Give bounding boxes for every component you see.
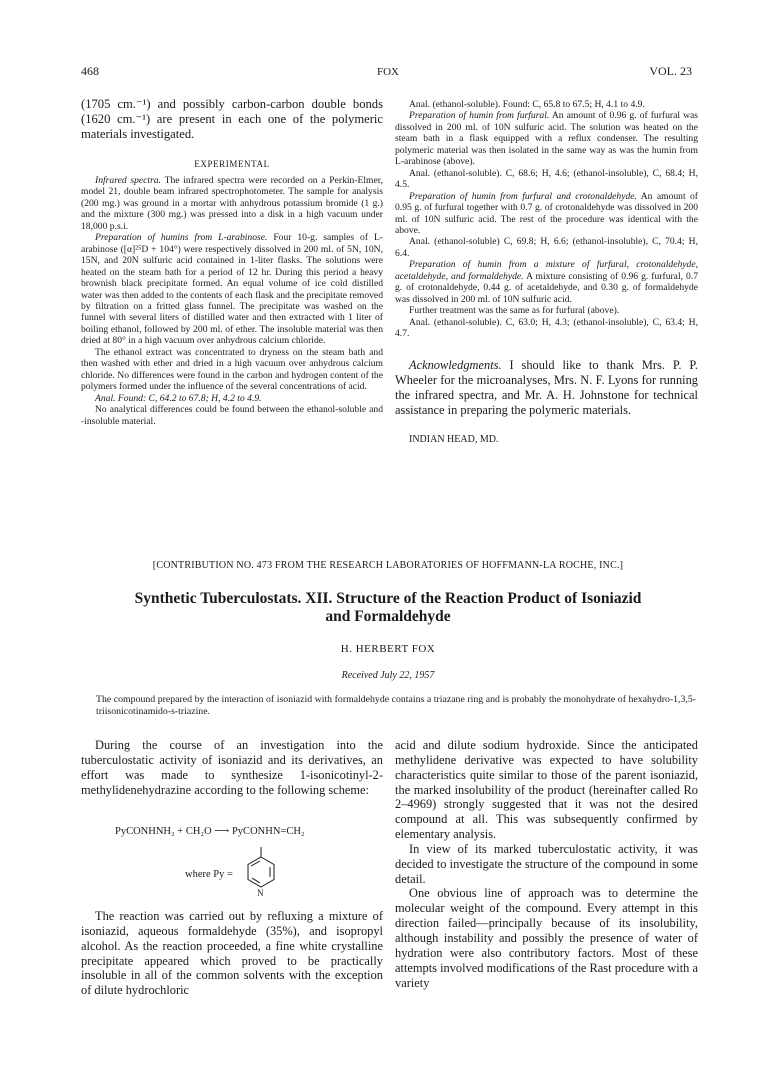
mixture-label: Preparation of humin from a mixture of furfural, crotonaldehyde, acetaldehyde, and formaldehyde.	[395, 259, 698, 282]
body-left-paragraph-1: During the course of an investigation into the tuberculostatic activity of isoniazid and its derivatives, an effort was made to synthesize 1-isonicotinyl-2-methylidenehydrazine according to the following scheme:	[81, 738, 383, 797]
body-right-paragraph-1: acid and dilute sodium hydroxide. Since the anticipated methylidene derivative was expected to have solubility characteristics quite similar to those of the parent isoniazid, the marked insolubility of the product (hereinafter called Ro 2–4969) strongly suggested that it was not the desired compound at all. This was subsequently confirmed by elementary analysis.	[395, 738, 698, 842]
top-left-column	[81, 97, 383, 427]
ethanol-paragraph: The ethanol extract was concentrated to dryness on the steam bath and then washed with ether and dried in a high vacuum over anhydrous calcium chloride. No differences were found in the carbon and hydrogen content of the polymers formed under the influence of the several concentrations of acid.	[81, 346, 383, 393]
ring-nitrogen: N	[257, 888, 264, 898]
acknowledgments-label: Acknowledgments.	[409, 357, 502, 372]
acknowledgments-text: I should like to thank Mrs. P. P. Wheeler for the microanalyses, Mrs. N. F. Lyons for running the infrared spectra, and Mr. A. H. Johnstone for technical assistance in preparing the polymeric materials.	[395, 357, 698, 417]
contribution-line: [CONTRIBUTION NO. 473 FROM THE RESEARCH LABORATORIES OF HOFFMANN-LA ROCHE, INC.]	[152, 560, 624, 571]
body-right-paragraph-2: In view of its marked tuberculostatic activity, it was decided to investigate the structure of the compound in some detail.	[395, 841, 698, 886]
received-date: Received July 22, 1957	[341, 670, 435, 681]
body-left-paragraph-2: The reaction was carried out by refluxing a mixture of isoniazid, aqueous formaldehyde (35%), and isopropyl alcohol. As the reaction proceeded, a fine white crystalline precipitate appeared which proved to be practically insoluble in all of the common solvents with the exception of dilute hydrochloric	[81, 909, 383, 998]
where-py-label: where Py =	[185, 869, 233, 880]
location: INDIAN HEAD, MD.	[409, 433, 499, 445]
body-left-column	[81, 738, 383, 998]
body-right-column	[395, 738, 698, 990]
experimental-heading: EXPERIMENTAL	[194, 159, 270, 169]
title-line-2: and Formaldehyde	[325, 608, 451, 625]
analysis-soluble: Anal. (ethanol-soluble). Found: C, 65.8 to 67.5; H, 4.1 to 4.9.	[409, 99, 645, 110]
analysis-1: Anal. Found: C, 64.2 to 67.8; H, 4.2 to 4.9.	[95, 392, 262, 404]
title-line-1: Synthetic Tuberculostats. XII. Structure of the Reaction Product of Isoniazid	[134, 590, 642, 607]
acknowledgments-paragraph	[395, 358, 698, 418]
author: H. HERBERT FOX	[340, 643, 436, 655]
crotonaldehyde-text: An amount of 0.95 g. of furfural together with 0.7 g. of crotonaldehyde was dissolved in 200 ml. of 10N sulfuric acid. The rest of the procedure was identical with the above.	[395, 190, 698, 236]
running-title: FOX	[376, 66, 399, 78]
arabinose-paragraph	[81, 232, 383, 347]
top-right-column	[395, 99, 698, 445]
analysis-mixture: Anal. (ethanol-soluble). C, 63.0; H, 4.3; (ethanol-insoluble), C, 63.4; H, 4.7.	[395, 316, 698, 340]
arabinose-label: Preparation of humins from L-arabinose.	[95, 232, 268, 244]
volume-label: VOL. 23	[649, 64, 692, 78]
abstract: The compound prepared by the interaction of isoniazid with formaldehyde contains a triazane ring and is probably the monohydrate of hexahydro-1,3,5-triisonicotinamido-s-triazine.	[96, 694, 696, 717]
crotonaldehyde-paragraph	[395, 191, 698, 237]
ir-paragraph	[81, 175, 383, 232]
crotonaldehyde-label: Preparation of humin from furfural and crotonaldehyde.	[409, 190, 637, 202]
further-treatment: Further treatment was the same as for furfural (above).	[409, 305, 620, 317]
ir-text: The infrared spectra were recorded on a Perkin-Elmer, model 21, double beam infrared spectrophotometer. The sample for analysis (200 mg.) was ground in a mortar with anhydrous potassium bromide (1 g.) and the mixture (300 mg.) was pressed into a disk in a high vacuum under 18,000 p.s.i.	[81, 175, 383, 232]
intro-paragraph: (1705 cm.⁻¹) and possibly carbon-carbon double bonds (1620 cm.⁻¹) are present in each one of the polymeric materials investigated.	[81, 97, 383, 141]
mixture-text: A mixture consisting of 0.96 g. furfural, 0.7 g. of crotonaldehyde, 0.44 g. of acetaldehyde, and 0.30 g. of formaldehyde was dissolved in 200 ml. of 10N sulfuric acid.	[395, 270, 699, 305]
reaction-equation: PyCONHNH₂ + CH₂O ⟶ PyCONHN=CH₂	[115, 826, 305, 837]
arabinose-text: Four 10-g. samples of L-arabinose ([α]²⁵D + 104°) were respectively dissolved in 200 ml. of 5N, 10N, 15N, and 20N sulfuric acid contained in 1-liter flasks. The solutions were heated on the steam bath for a period of 12 hr. During this period a heavy brownish black precipitate formed. An equal volume of ice cold distilled water was then added to the contents of each flask and the precipitate removed by filtration on a fritted glass funnel. The precipitate was washed on the funnel with several liters of distilled water and then extracted with 1 liter of boiling ethanol, followed by 200 ml. of ether. The insoluble material was then dried at 80° in a high vacuum over anhydrous calcium chloride.	[81, 232, 384, 347]
page-number: 468	[81, 64, 99, 78]
mixture-paragraph	[395, 259, 698, 305]
furfural-text: An amount of 0.96 g. of furfural was dissolved in 200 ml. of 10N sulfuric acid. The solution was heated on the steam bath in a flask equipped with a reflux condenser. The resulting polymeric material was then isolated in the same way as was the humin from L-arabinose (above).	[395, 110, 698, 168]
body-right-paragraph-3: One obvious line of approach was to determine the molecular weight of the compound. Every attempt in this direction failed—principally because of its insolubility, although instability and possibly the presence of water of hydration were also contributory factors. Most of these attempts involved modifications of the Rast procedure with a variety	[395, 886, 698, 990]
furfural-label: Preparation of humin from furfural.	[409, 110, 550, 122]
ir-label: Infrared spectra.	[95, 175, 162, 186]
article-title	[81, 590, 695, 626]
analysis-crotonaldehyde: Anal. (ethanol-soluble) C, 69.8; H, 6.6; (ethanol-insoluble), C, 70.4; H, 6.4.	[395, 236, 698, 259]
analysis-furfural: Anal. (ethanol-soluble). C, 68.6; H, 4.6; (ethanol-insoluble), C, 68.4; H, 4.5.	[395, 167, 698, 191]
furfural-paragraph	[395, 110, 698, 167]
no-difference-paragraph: No analytical differences could be found between the ethanol-soluble and -insoluble material.	[81, 404, 383, 427]
